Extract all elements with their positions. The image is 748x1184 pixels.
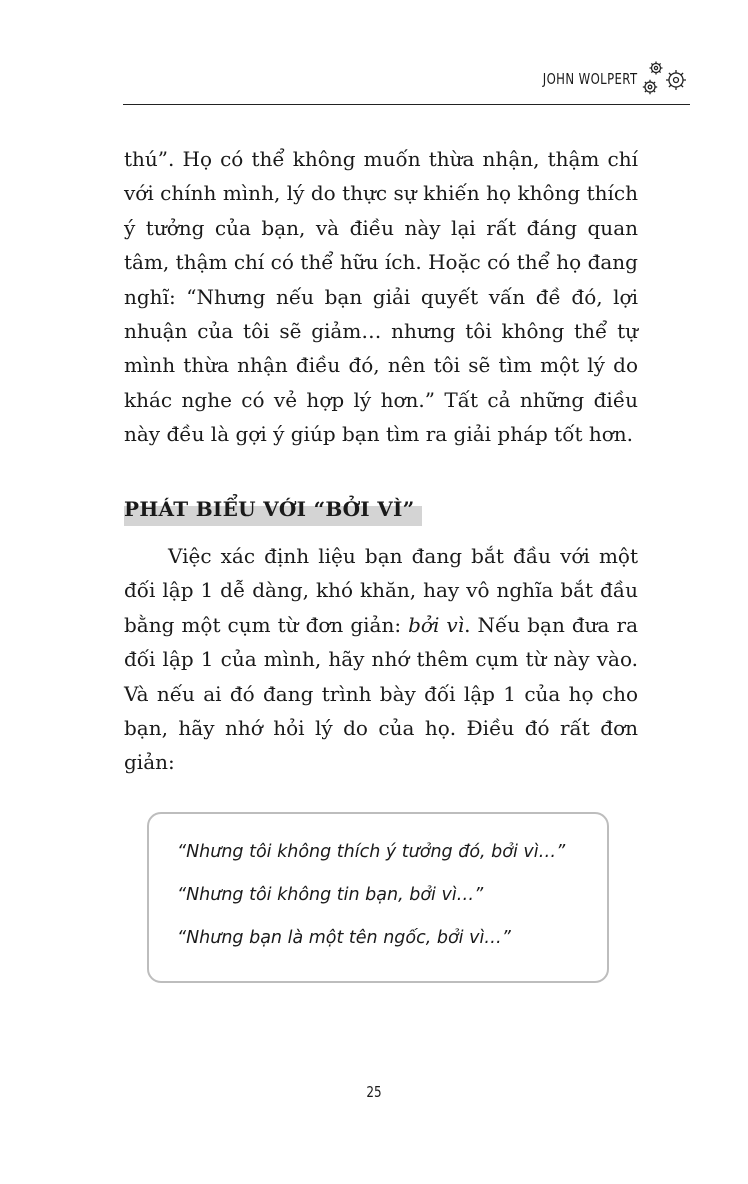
gears-icon [640,58,690,100]
quote-2: “Nhưng tôi không tin bạn, bởi vì…” [177,885,484,905]
quote-box [147,812,609,983]
page-header [0,0,748,110]
section-heading-block [124,496,415,526]
quote-1: “Nhưng tôi không thích ý tưởng đó, bởi vì…” [177,842,566,862]
paragraph-2 [124,539,638,780]
quote-3: “Nhưng bạn là một tên ngốc, bởi vì…” [177,928,511,948]
body-paragraph-2 [124,539,638,780]
section-heading: PHÁT BIỂU VỚI “BỞI VÌ” [124,497,415,521]
header-divider [123,104,690,105]
author-name: JOHN WOLPERT [543,70,638,88]
page-number: 25 [366,1083,382,1101]
paragraph-2-text-a: Việc xác định liệu bạn đang bắt đầu với một đối lập 1 dễ dàng, khó khăn, hay vô nghĩa bắt đầu bằng một cụm từ đơn giản: [124,544,638,637]
paragraph-2-text-b: . Nếu bạn đưa ra đối lập 1 của mình, hãy nhớ thêm cụm từ này vào. Và nếu ai đó đang trình bày đối lập 1 của họ cho bạn, hãy nhớ hỏi lý do của họ. Điều đó rất đơn giản: [124,612,639,775]
paragraph-1: thú”. Họ có thể không muốn thừa nhận, thậm chí với chính mình, lý do thực sự khiến họ không thích ý tưởng của bạn, và điều này lại rất đáng quan tâm, thậm chí có thể hữu ích. Hoặc có thể họ đang nghĩ: “Nhưng nếu bạn giải quyết vấn đề đó, lợi nhuận của tôi sẽ giảm… nhưng tôi không thể tự mình thừa nhận điều đó, nên tôi sẽ tìm một lý do khác nghe có vẻ hợp lý hơn.” Tất cả những điều này đều là gợi ý giúp bạn tìm ra giải pháp tốt hơn. [124,147,638,447]
body-paragraph [124,142,638,452]
paragraph-2-italic: bởi vì [408,612,465,637]
